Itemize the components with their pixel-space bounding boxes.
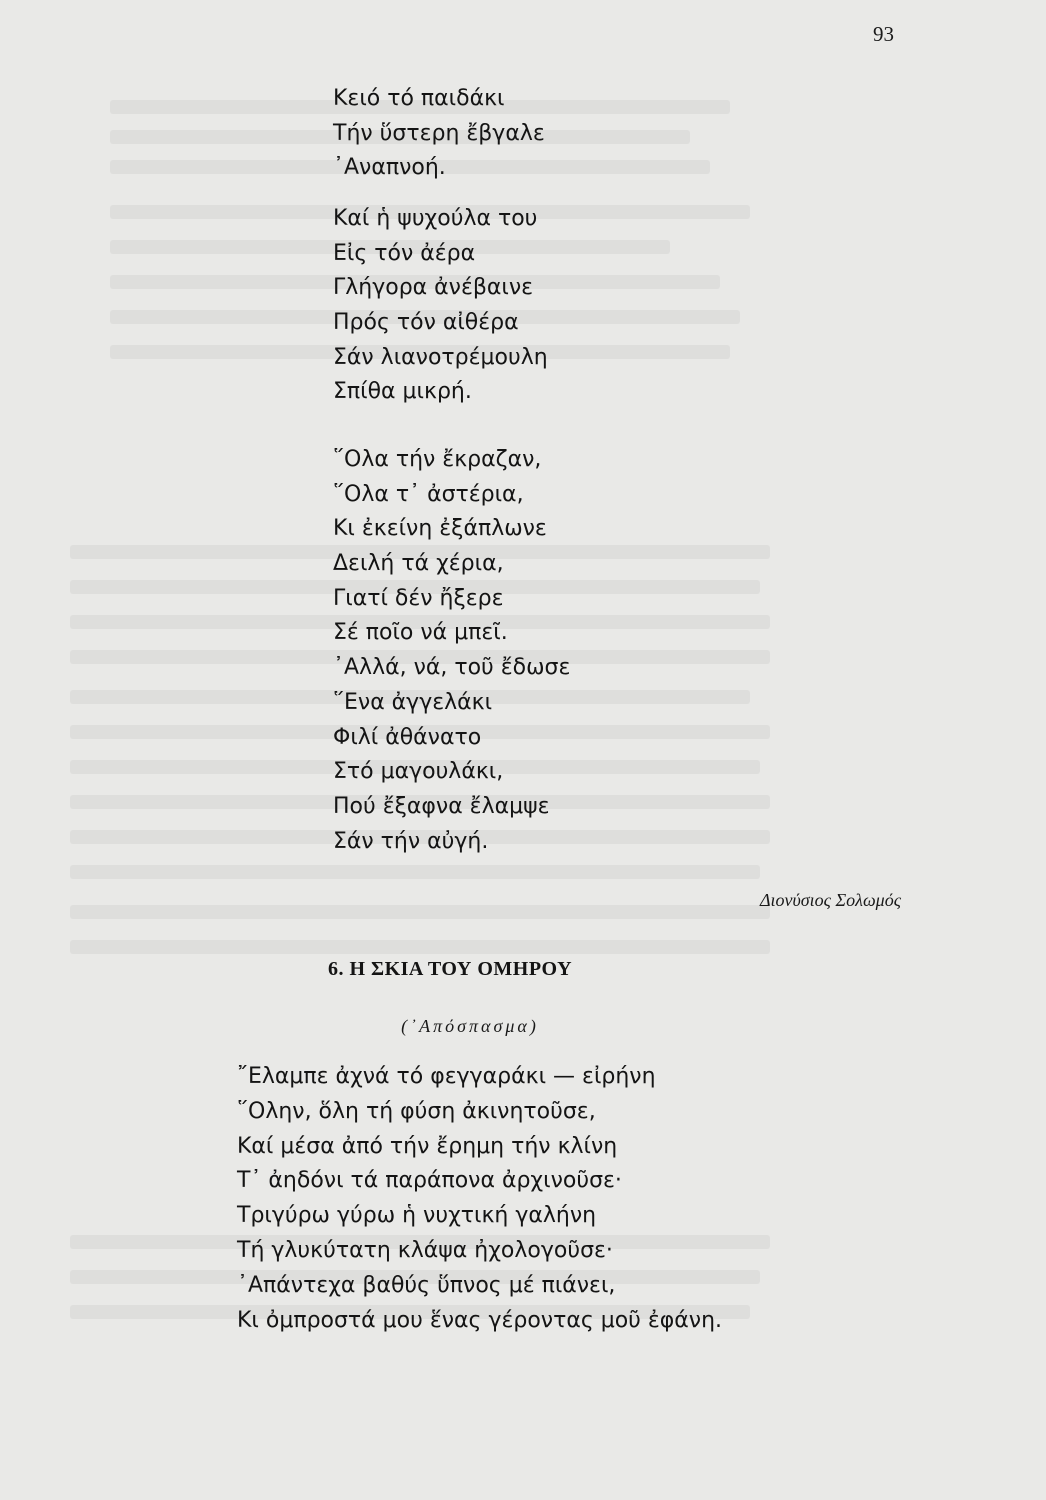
poem-line: Γιατί δέν ἤξερε: [333, 585, 504, 611]
poem-line: ῞Ολα τ᾿ ἀστέρια,: [333, 481, 524, 507]
poem-line: Σάν τήν αὐγή.: [333, 828, 489, 854]
poem-line: ῞Ενα ἀγγελάκι: [333, 689, 493, 715]
poem-line: Εἰς τόν ἀέρα: [333, 240, 476, 266]
poem-line: ῞Ολην, ὅλη τή φύση ἀκινητοῦσε,: [237, 1098, 596, 1124]
poem-line: Τ᾿ ἀηδόνι τά παράπονα ἀρχινοῦσε·: [237, 1168, 622, 1194]
section-subtitle: (᾿Απόσπασμα): [401, 1016, 539, 1036]
poem-line: Τριγύρω γύρω ἡ νυχτική γαλήνη: [237, 1203, 597, 1229]
poem-line: ῞Ολα τήν ἔκραζαν,: [333, 447, 542, 472]
poem-line: Πού ἔξαφνα ἔλαμψε: [333, 793, 550, 819]
section-title: 6. Η ΣΚΙΑ ΤΟΥ ΟΜΗΡΟΥ: [327, 958, 573, 980]
poem-body: [237, 1060, 722, 1338]
poem-stanza-2: [333, 202, 548, 410]
poem-line: Στό μαγουλάκι,: [333, 759, 504, 785]
poem-author: Διονύσιος Σολωμός: [759, 890, 901, 910]
poem-line: Δειλή τά χέρια,: [333, 551, 504, 577]
poem-line: ᾿Αναπνοή.: [333, 155, 446, 181]
poem-line: Κι ὀμπροστά μου ἕνας γέροντας μοῦ ἐφάνη.: [237, 1307, 723, 1333]
poem-line: ᾿Απάντεχα βαθύς ὕπνος μέ πιάνει,: [237, 1272, 616, 1298]
poem-line: Φιλί ἀθάνατο: [333, 724, 482, 750]
poem-line: Τή γλυκύτατη κλάψα ἠχολογοῦσε·: [237, 1237, 613, 1263]
page-number: 93: [873, 22, 894, 46]
poem-line: Σπίθα μικρή.: [333, 379, 472, 405]
poem-line: Καί μέσα ἀπό τήν ἔρημη τήν κλίνη: [237, 1133, 618, 1159]
poem-line: Κειό τό παιδάκι: [333, 86, 505, 111]
poem-stanza-1: [333, 82, 545, 186]
poem-stanza-3: [333, 443, 570, 859]
poem-line: Πρός τόν αἰθέρα: [333, 310, 519, 336]
poem-line: ῎Ελαμπε ἀχνά τό φεγγαράκι — εἰρήνη: [237, 1064, 656, 1089]
poem-line: ᾿Αλλά, νά, τοῦ ἔδωσε: [333, 655, 571, 681]
poem-line: Κι ἐκείνη ἐξάπλωνε: [333, 516, 547, 542]
poem-line: Γλήγορα ἀνέβαινε: [333, 275, 534, 301]
poem-line: Σάν λιανοτρέμουλη: [333, 344, 548, 370]
poem-line: Σέ ποῖο νά μπεῖ.: [333, 620, 508, 646]
poem-line: Καί ἡ ψυχούλα του: [333, 206, 538, 231]
poem-line: Τήν ὕστερη ἔβγαλε: [333, 120, 545, 146]
